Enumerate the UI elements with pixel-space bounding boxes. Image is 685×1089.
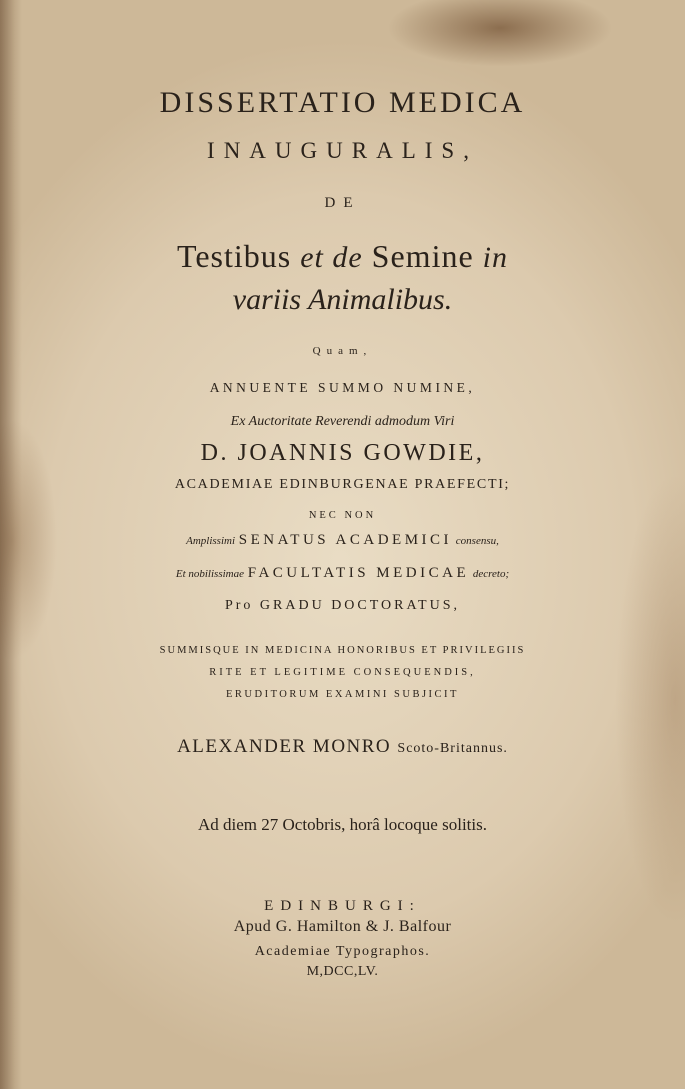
consequendis-line: RITE ET LEGITIME CONSEQUENDIS, (209, 667, 476, 678)
annuente-line: ANNUENTE SUMMO NUMINE, (209, 380, 476, 395)
senatus-line (0, 532, 685, 549)
quam: Quam, (312, 345, 373, 357)
title-inauguralis: INAUGURALIS, (207, 138, 478, 163)
title-de: DE (324, 195, 361, 211)
honoribus-line: SUMMISQUE IN MEDICINA HONORIBUS ET PRIVILEGIIS (159, 645, 526, 656)
praefecti-line: ACADEMIAE EDINBURGENAE PRAEFECTI; (174, 477, 511, 492)
imprint-city: EDINBURGI: (264, 898, 421, 914)
title-dissertatio-medica: DISSERTATIO MEDICA (159, 86, 526, 119)
gowdie-line: D. JOANNIS GOWDIE, (200, 440, 485, 466)
nec-non-line: NEC NON (308, 510, 377, 521)
senatus-academici: SENATUS ACADEMICI (238, 532, 453, 548)
date-line: Ad diem 27 Octobris, horâ locoque solitis. (198, 815, 487, 834)
subject-line-1 (0, 238, 685, 275)
author-origin: Scoto-Britannus. (397, 741, 508, 756)
subject-testibus: Testibus (177, 238, 292, 274)
examini-line: ERUDITORUM EXAMINI SUBJICIT (226, 689, 459, 700)
nobilissimae: Et nobilissimae (175, 568, 244, 580)
consensu: consensu, (455, 535, 499, 547)
author-line (0, 736, 685, 758)
auctoritate-line: Ex Auctoritate Reverendi admodum Viri (230, 414, 455, 429)
subject-et-de: et de (300, 241, 363, 274)
subject-line-2: variis Animalibus. (232, 283, 453, 316)
facultatis-medicae: FACULTATIS MEDICAE (247, 565, 470, 581)
gradu-doctoratus-line: Pro GRADU DOCTORATUS, (224, 598, 461, 613)
facultatis-line (0, 565, 685, 582)
imprint-printers: Apud G. Hamilton & J. Balfour (233, 918, 452, 935)
imprint-year: M,DCC,LV. (306, 964, 379, 979)
imprint-typographos: Academiae Typographos. (254, 944, 431, 959)
subject-in: in (482, 241, 508, 274)
author-name: ALEXANDER MONRO (177, 736, 392, 757)
amplissimi: Amplissimi (186, 535, 236, 547)
subject-semine: Semine (371, 238, 474, 274)
decreto: decreto; (472, 568, 510, 580)
